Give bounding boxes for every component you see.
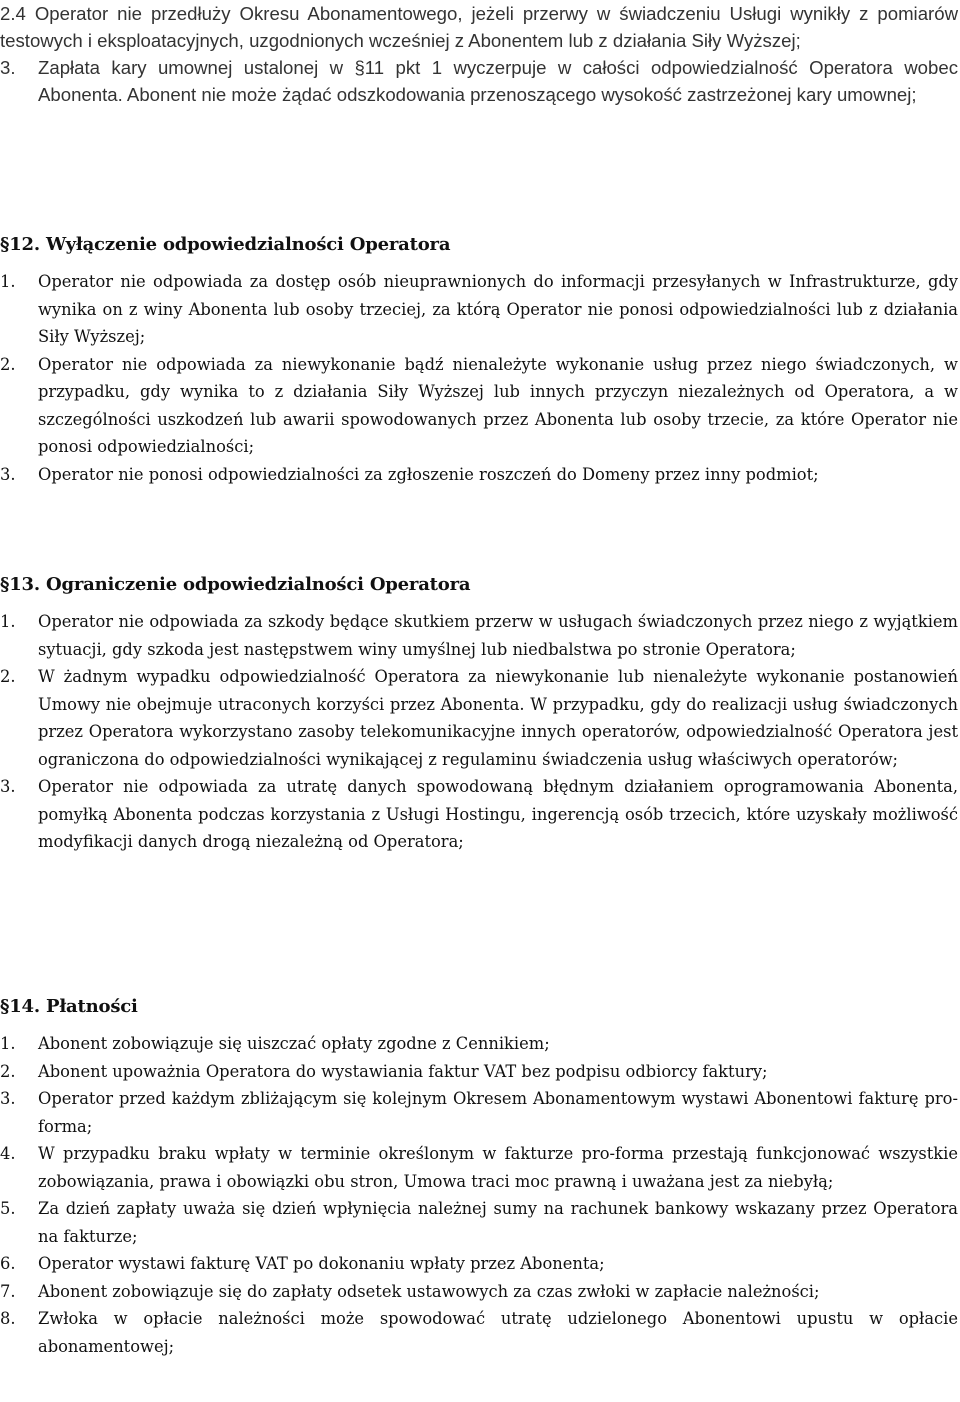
list-item-text: W przypadku braku wpłaty w terminie określonym w fakturze pro-forma przestają funkcjonować wszystkie zobowiązania, prawa i obowiązki obu stron, Umowa traci moc prawną i uważana jest za niebyłą; xyxy=(38,1144,958,1191)
list-item-number: 6. xyxy=(0,1254,16,1273)
list-item xyxy=(0,1085,958,1140)
list-item xyxy=(0,1140,958,1195)
list-item-number: 7. xyxy=(0,1281,16,1301)
list-item-number: 3. xyxy=(0,464,16,484)
list-item xyxy=(0,54,958,108)
list-item-text: W żadnym wypadku odpowiedzialność Operatora za niewykonanie lub nienależyte wykonanie postanowień Umowy nie obejmuje utraconych korzyści przez Abonenta. W przypadku, gdy do realizacji usług świadczonych przez Operatora wykorzystano zasoby telekomunikacyjne innych operatorów, odpowiedzialność Operatora jest ograniczona do odpowiedzialności wynikającej z regulaminu świadczenia usług właściwych operatorów; xyxy=(38,667,958,769)
section-heading: §14. Płatności xyxy=(0,996,138,1017)
list-item-number: 1. xyxy=(0,612,16,631)
list-item xyxy=(0,351,958,461)
list-item-text: Operator nie odpowiada za dostęp osób nieuprawnionych do informacji przesyłanych w Infrastrukturze, gdy wynika on z winy Abonenta lub osoby trzeciej, za którą Operator nie ponosi odpowiedzialności lub z działania Siły Wyższej; xyxy=(38,272,958,346)
list-item-text: Operator przed każdym zbliżającym się kolejnym Okresem Abonamentowym wystawi Abonentowi fakturę pro-forma; xyxy=(38,1089,958,1136)
list-item xyxy=(0,1030,958,1058)
list-item-text: Operator wystawi fakturę VAT po dokonaniu wpłaty przez Abonenta; xyxy=(38,1254,605,1273)
section-13 xyxy=(0,573,958,856)
intro-continuation xyxy=(0,0,958,108)
list-item xyxy=(0,773,958,856)
list-item-text: Abonent zobowiązuje się do zapłaty odsetek ustawowych za czas zwłoki w zapłacie należności; xyxy=(38,1281,820,1301)
list-item-number: 1. xyxy=(0,272,16,291)
list-item-text: Abonent upoważnia Operatora do wystawiania faktur VAT bez podpisu odbiorcy faktury; xyxy=(38,1061,768,1081)
list-item-number: 2. xyxy=(0,1061,16,1081)
list-item-text: Zwłoka w opłacie należności może spowodować utratę udzielonego Abonentowi upustu w opłacie abonamentowej; xyxy=(38,1309,958,1356)
list-item-text: Operator nie odpowiada za niewykonanie bądź nienależyte wykonanie usług przez niego świadczonych, w przypadku, gdy wynika to z działania Siły Wyższej lub innych przyczyn niezależnych od Operatora, a w szczególności uszkodzeń lub awarii spowodowanych przez Abonenta lub osoby trzecie, za które Operator nie ponosi odpowiedzialności; xyxy=(38,354,958,456)
list-item-text: Operator nie odpowiada za utratę danych spowodowaną błędnym działaniem oprogramowania Abonenta, pomyłką Abonenta podczas korzystania z Usługi Hostingu, ingerencją osób trzecich, które uzyskały możliwość modyfikacji danych drogą niezależną od Operatora; xyxy=(38,777,958,851)
list-item-number: 4. xyxy=(0,1144,16,1163)
list-item xyxy=(0,608,958,663)
list-item xyxy=(0,1305,958,1360)
list-item xyxy=(0,268,958,351)
list-item-text: 2.4 Operator nie przedłuży Okresu Abonamentowego, jeżeli przerwy w świadczeniu Usługi wynikły z pomiarów testowych i eksploatacyjnych, uzgodnionych wcześniej z Abonentem lub z działania Siły Wyższej; xyxy=(0,3,958,51)
list-item xyxy=(0,1195,958,1250)
list-item xyxy=(0,0,958,54)
section-heading: §13. Ograniczenie odpowiedzialności Operatora xyxy=(0,574,471,595)
list-item-text: Operator nie ponosi odpowiedzialności za zgłoszenie roszczeń do Domeny przez inny podmiot; xyxy=(38,464,819,484)
section-12 xyxy=(0,233,958,488)
list-item-text: Abonent zobowiązuje się uiszczać opłaty zgodne z Cennikiem; xyxy=(38,1034,550,1053)
list-item xyxy=(0,1278,958,1306)
list-item-number: 3. xyxy=(0,1089,16,1108)
list-item xyxy=(0,1058,958,1086)
section-heading: §12. Wyłączenie odpowiedzialności Operatora xyxy=(0,234,451,255)
list-item-number: 8. xyxy=(0,1309,16,1328)
list-item xyxy=(0,1250,958,1278)
list-item-number: 3. xyxy=(0,777,16,796)
list-item xyxy=(0,663,958,773)
list-item-text: Za dzień zapłaty uważa się dzień wpłynięcia należnej sumy na rachunek bankowy wskazany przez Operatora na fakturze; xyxy=(38,1199,958,1246)
list-item xyxy=(0,461,958,489)
list-item-number: 5. xyxy=(0,1199,16,1218)
list-item-number: 1. xyxy=(0,1034,16,1053)
list-item-number: 2. xyxy=(0,354,16,374)
list-item-text: Operator nie odpowiada za szkody będące skutkiem przerw w usługach świadczonych przez niego z wyjątkiem sytuacji, gdy szkoda jest następstwem winy umyślnej lub niedbalstwa po stronie Operatora; xyxy=(38,612,958,659)
list-item-number: 2. xyxy=(0,667,16,686)
section-14 xyxy=(0,995,958,1360)
list-item-number: 3. xyxy=(0,57,16,78)
list-item-text: Zapłata kary umownej ustalonej w §11 pkt 1 wyczerpuje w całości odpowiedzialność Operatora wobec Abonenta. Abonent nie może żądać odszkodowania przenoszącego wysokość zastrzeżonej kary umownej; xyxy=(38,57,958,105)
